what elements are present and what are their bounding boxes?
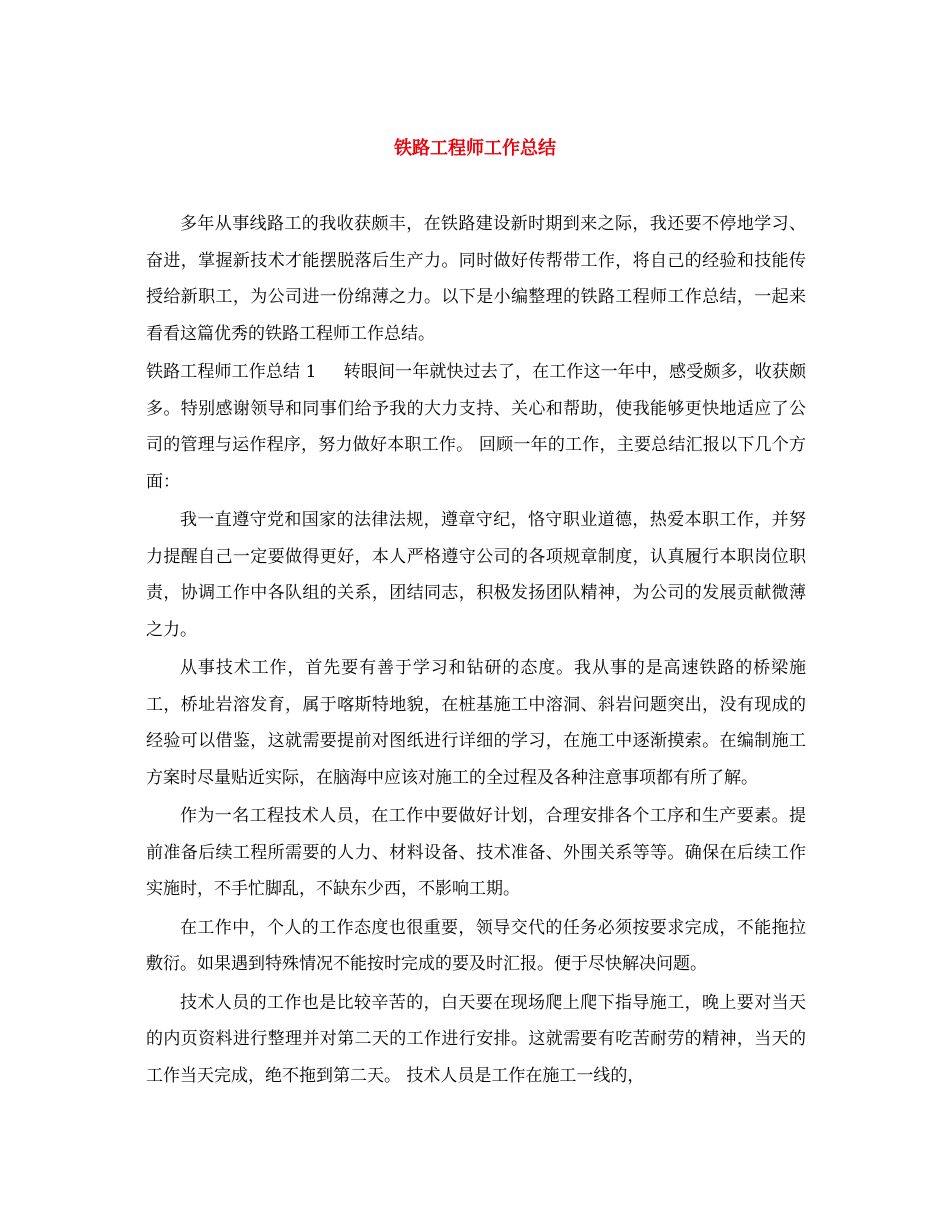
body-paragraph-2: 从事技术工作，首先要有善于学习和钻研的态度。我从事的是高速铁路的桥梁施工，桥址岩溶发育，属于喀斯特地貌，在桩基施工中溶洞、斜岩问题突出，没有现成的经验可以借鉴，这就需要提前对图纸进行详细的学习，在施工中逐渐摸索。在编制施工方案时尽量贴近实际，在脑海中应该对施工的全过程及各种注意事项都有所了解。	[146, 658, 806, 788]
document-body	[146, 206, 806, 1096]
section-heading: 铁路工程师工作总结 1	[146, 362, 317, 382]
section-lead-text: 转眼间一年就快过去了，在工作这一年中，感受颇多，收获颇多。特别感谢领导和同事们给予我的大力支持、关心和帮助，使我能够更快地适应了公司的管理与运作程序，努力做好本职工作。 回顾一年的工作，主要总结汇报以下几个方面：	[146, 362, 806, 492]
body-paragraph-5: 技术人员的工作也是比较辛苦的，白天要在现场爬上爬下指导施工，晚上要对当天的内页资料进行整理并对第二天的工作进行安排。这就需要有吃苦耐劳的精神，当天的工作当天完成，绝不拖到第二天。 技术人员是工作在施工一线的，	[146, 992, 806, 1086]
section-1-paragraph	[146, 354, 806, 500]
body-paragraph-4: 在工作中，个人的工作态度也很重要，领导交代的任务必须按要求完成，不能拖拉敷衍。如果遇到特殊情况不能按时完成的要及时汇报。便于尽快解决问题。	[146, 917, 806, 974]
intro-paragraph: 多年从事线路工的我收获颇丰，在铁路建设新时期到来之际，我还要不停地学习、奋进，掌握新技术才能摆脱落后生产力。同时做好传帮带工作，将自己的经验和技能传授给新职工，为公司进一份绵薄之力。以下是小编整理的铁路工程师工作总结，一起来看看这篇优秀的铁路工程师工作总结。	[146, 214, 806, 344]
document-title: 铁路工程师工作总结	[394, 138, 556, 159]
body-paragraph-1: 我一直遵守党和国家的法律法规，遵章守纪，恪守职业道德，热爱本职工作，并努力提醒自己一定要做得更好，本人严格遵守公司的各项规章制度，认真履行本职岗位职责，协调工作中各队组的关系，团结同志，积极发扬团队精神，为公司的发展贡献微薄之力。	[146, 510, 806, 640]
body-paragraph-3: 作为一名工程技术人员，在工作中要做好计划，合理安排各个工序和生产要素。提前准备后续工程所需要的人力、材料设备、技术准备、外围关系等等。确保在后续工作实施时，不手忙脚乱，不缺东少西，不影响工期。	[146, 806, 806, 899]
